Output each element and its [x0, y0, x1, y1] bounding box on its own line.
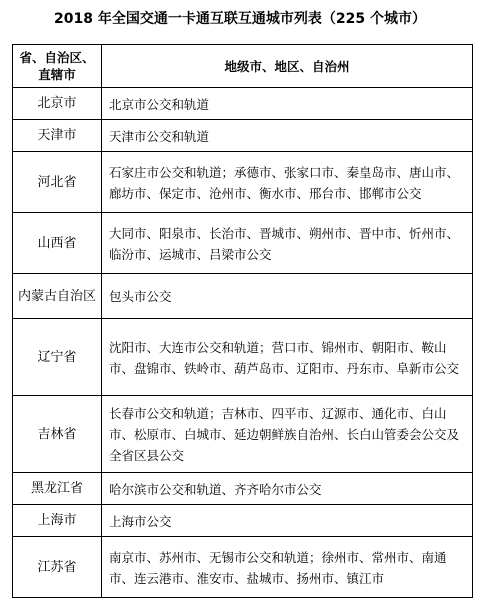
region-cell: 山西省	[13, 213, 102, 274]
document-title: 2018 年全国交通一卡通互联互通城市列表（225 个城市）	[54, 11, 426, 27]
cities-cell: 长春市公交和轨道；吉林市、四平市、辽源市、通化市、白山市、松原市、白城市、延边朝鲜族自治州、长白山管委会公交及全省区县公交	[102, 396, 473, 473]
cities-cell: 石家庄市公交和轨道；承德市、张家口市、秦皇岛市、唐山市、廊坊市、保定市、沧州市、衡水市、邢台市、邯郸市公交	[102, 152, 473, 213]
region-cell: 河北省	[13, 152, 102, 213]
table-row	[13, 319, 473, 396]
cities-cell: 上海市公交	[102, 505, 473, 537]
cities-cell: 包头市公交	[102, 274, 473, 319]
table-row	[13, 473, 473, 505]
table-row	[13, 396, 473, 473]
cities-cell: 大同市、阳泉市、长治市、晋城市、朔州市、晋中市、忻州市、临汾市、运城市、吕梁市公交	[102, 213, 473, 274]
table-row	[13, 537, 473, 598]
region-cell: 辽宁省	[13, 319, 102, 396]
table-row	[13, 274, 473, 319]
region-cell: 江苏省	[13, 537, 102, 598]
cities-cell: 天津市公交和轨道	[102, 120, 473, 152]
city-list-table	[12, 44, 473, 598]
table-row	[13, 120, 473, 152]
region-cell: 天津市	[13, 120, 102, 152]
table-row	[13, 213, 473, 274]
region-cell: 北京市	[13, 88, 102, 120]
region-cell: 黑龙江省	[13, 473, 102, 505]
region-cell: 内蒙古自治区	[13, 274, 102, 319]
cities-cell: 沈阳市、大连市公交和轨道；营口市、锦州市、朝阳市、鞍山市、盘锦市、铁岭市、葫芦岛市、辽阳市、丹东市、阜新市公交	[102, 319, 473, 396]
header-region: 省、自治区、直辖市	[13, 45, 102, 88]
cities-cell: 北京市公交和轨道	[102, 88, 473, 120]
header-cities: 地级市、地区、自治州	[102, 45, 473, 88]
cities-cell: 哈尔滨市公交和轨道、齐齐哈尔市公交	[102, 473, 473, 505]
table-row	[13, 152, 473, 213]
table-row	[13, 88, 473, 120]
region-cell: 上海市	[13, 505, 102, 537]
region-cell: 吉林省	[13, 396, 102, 473]
cities-cell: 南京市、苏州市、无锡市公交和轨道；徐州市、常州市、南通市、连云港市、淮安市、盐城市、扬州市、镇江市	[102, 537, 473, 598]
table-header-row	[13, 45, 473, 88]
table-row	[13, 505, 473, 537]
